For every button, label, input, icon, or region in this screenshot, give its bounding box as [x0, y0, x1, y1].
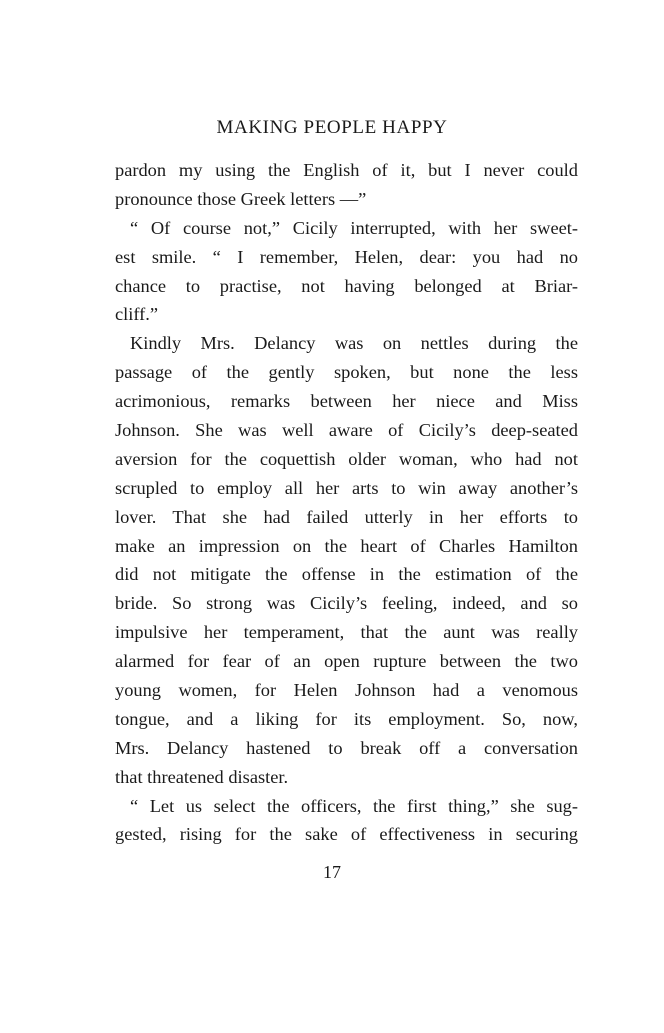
text-line: “ Of course not,” Cicily interrupted, with her sweet-: [130, 217, 578, 238]
text-line: passage of the gently spoken, but none the less: [115, 362, 578, 383]
text-line: scrupled to employ all her arts to win away another’s: [115, 477, 578, 498]
text-line: Kindly Mrs. Delancy was on nettles during the: [130, 333, 578, 354]
text-line: impulsive her temperament, that the aunt was really: [115, 622, 578, 643]
body-text: [115, 156, 578, 849]
text-line: pronounce those Greek letters —”: [115, 188, 367, 209]
text-line: Mrs. Delancy hastened to break off a conversation: [115, 737, 578, 758]
text-line: cliff.”: [115, 304, 159, 325]
text-line: acrimonious, remarks between her niece and Miss: [115, 391, 578, 412]
text-line: tongue, and a liking for its employment. So, now,: [115, 708, 578, 729]
text-line: alarmed for fear of an open rupture between the two: [115, 651, 578, 672]
text-line: “ Let us select the officers, the first thing,” she sug-: [130, 795, 578, 816]
text-line: Johnson. She was well aware of Cicily’s deep-seated: [115, 420, 578, 441]
text-line: chance to practise, not having belonged at Briar-: [115, 275, 578, 296]
text-line: bride. So strong was Cicily’s feeling, indeed, and so: [115, 593, 578, 614]
text-line: make an impression on the heart of Charles Hamilton: [115, 535, 578, 556]
text-line: pardon my using the English of it, but I never could: [115, 160, 578, 180]
text-line: gested, rising for the sake of effectiveness in securing: [115, 824, 578, 845]
running-head: MAKING PEOPLE HAPPY: [216, 117, 448, 138]
text-line: did not mitigate the offense in the estimation of the: [115, 564, 578, 585]
text-line: young women, for Helen Johnson had a venomous: [115, 680, 578, 701]
text-line: est smile. “ I remember, Helen, dear: you had no: [115, 246, 578, 267]
text-line: lover. That she had failed utterly in her efforts to: [115, 506, 578, 527]
page-number: 17: [323, 862, 341, 882]
text-line: that threatened disaster.: [115, 766, 289, 787]
text-line: aversion for the coquettish older woman, who had not: [115, 448, 578, 469]
